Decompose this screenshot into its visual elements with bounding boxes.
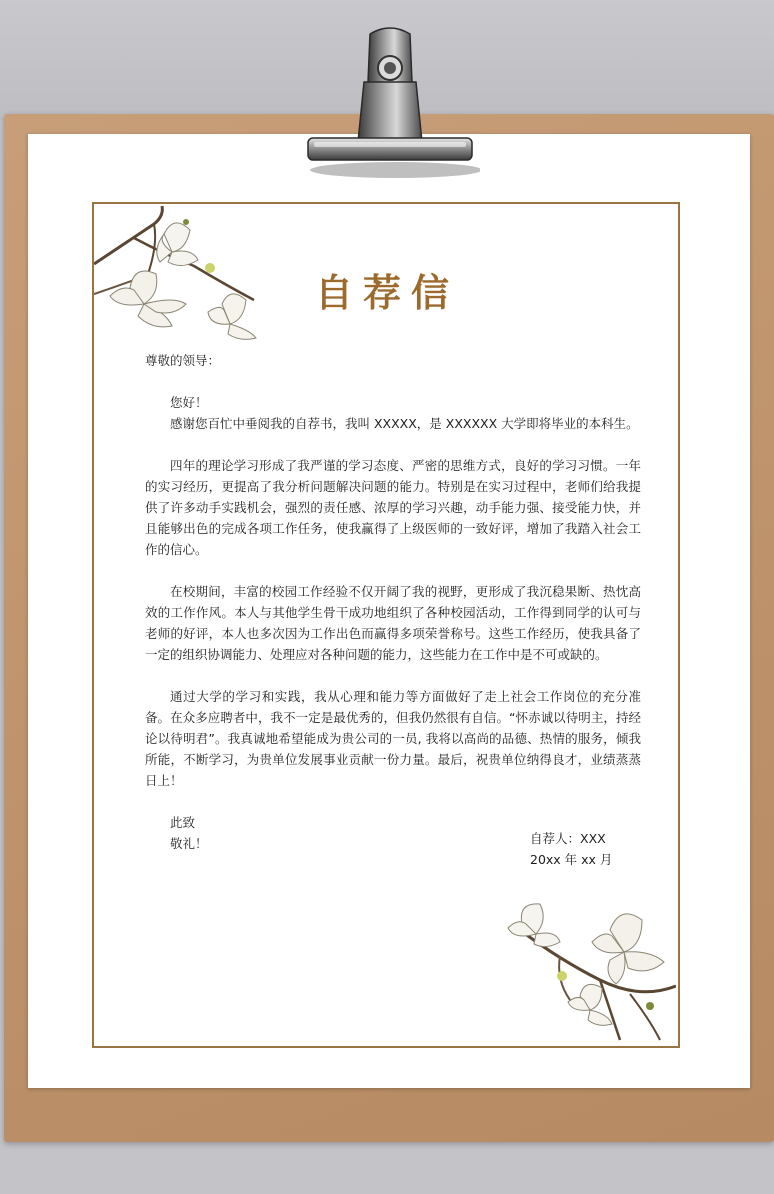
closing-line-2: 敬礼！ xyxy=(170,836,208,851)
intro-paragraph: 感谢您百忙中垂阅我的自荐书，我叫 XXXXX，是 XXXXXX 大学即将毕业的本科生。 xyxy=(170,416,639,431)
letter-body xyxy=(145,350,641,854)
salutation: 尊敬的领导： xyxy=(145,353,221,368)
greeting: 您好！ xyxy=(170,395,208,410)
letter-date: 20xx 年 xx 月 xyxy=(530,852,613,867)
closing-paragraph: 通过大学的学习和实践，我从心理和能力等方面做好了走上社会工作岗位的充分准备。在众多应聘者中，我不一定是最优秀的，但我仍然很有自信。“怀赤诚以待明主，持经论以待明君”。我真诚地希望能成为贵公司的一员, 我将以高尚的品德、热情的服务，倾我所能，不断学习，为贵单位发展事业贡献一份力量。最后，祝贵单位纳得良才，业绩蒸蒸日上！ xyxy=(145,689,641,788)
signature-block xyxy=(530,828,670,870)
closing-line-1: 此致 xyxy=(170,815,196,830)
study-paragraph: 四年的理论学习形成了我严谨的学习态度、严密的思维方式，良好的学习习惯。一年的实习经历，更提高了我分析问题解决问题的能力。特别是在实习过程中，老师们给我提供了许多动手实践机会，强烈的责任感、浓厚的学习兴趣，动手能力强、接受能力快，并且能够出色的完成各项工作任务，使我赢得了上级医师的一致好评，增加了我踏入社会工作的信心。 xyxy=(145,458,641,557)
signature: 自荐人：XXX xyxy=(530,831,606,846)
page-title: 自荐信 xyxy=(314,270,459,315)
magnolia-branch-icon xyxy=(500,890,676,1044)
binder-clip-icon xyxy=(300,24,480,180)
campus-paragraph: 在校期间，丰富的校园工作经验不仅开阔了我的视野，更形成了我沉稳果断、热忱高效的工作作风。本人与其他学生骨干成功地组织了各种校园活动，工作得到同学的认可与老师的好评，本人也多次因为工作出色而赢得多项荣誉称号。这些工作经历，使我具备了一定的组织协调能力、处理应对各种问题的能力，这些能力在工作中是不可或缺的。 xyxy=(145,584,641,662)
